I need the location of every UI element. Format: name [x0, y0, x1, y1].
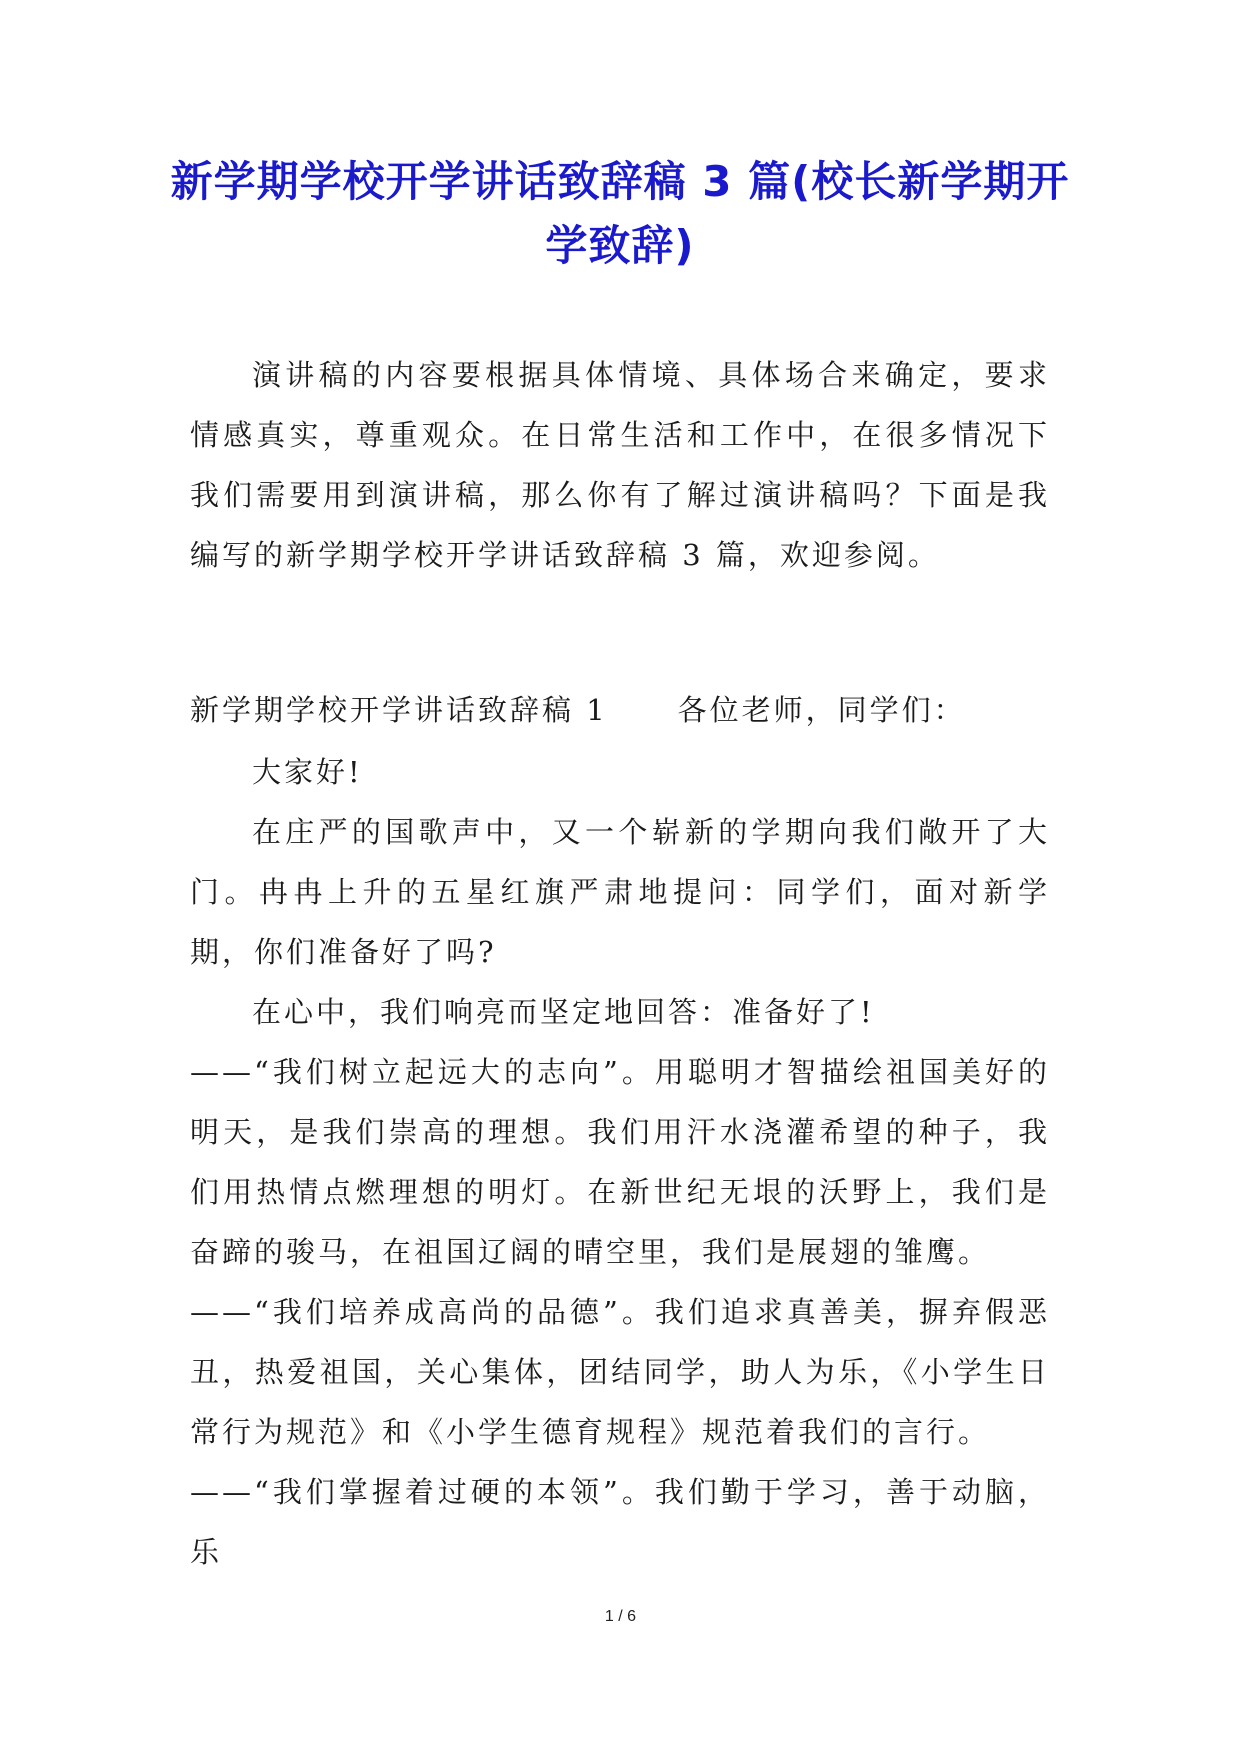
speech-body	[190, 680, 1050, 1582]
paragraph: ——“我们培养成高尚的品德”。我们追求真善美，摒弃假恶丑，热爱祖国，关心集体，团结同学，助人为乐，《小学生日常行为规范》和《小学生德育规程》规范着我们的言行。	[190, 1295, 1050, 1449]
salutation: 各位老师，同学们：	[677, 693, 966, 727]
section-heading-line	[190, 680, 1050, 740]
paragraph: ——“我们树立起远大的志向”。用聪明才智描绘祖国美好的明天，是我们崇高的理想。我们用汗水浇灌希望的种子，我们用热情点燃理想的明灯。在新世纪无垠的沃野上，我们是奋蹄的骏马，在祖国辽阔的晴空里，我们是展翅的雏鹰。	[190, 1055, 1050, 1269]
paragraph: 大家好!	[252, 755, 363, 789]
paragraph: 在庄严的国歌声中，又一个崭新的学期向我们敞开了大门。冉冉上升的五星红旗严肃地提问：同学们，面对新学期，你们准备好了吗?	[190, 815, 1050, 969]
section-heading: 新学期学校开学讲话致辞稿 1	[190, 693, 608, 727]
paragraph: 在心中，我们响亮而坚定地回答：准备好了!	[252, 995, 875, 1029]
intro-paragraph: 演讲稿的内容要根据具体情境、具体场合来确定，要求情感真实，尊重观众。在日常生活和工作中，在很多情况下我们需要用到演讲稿，那么你有了解过演讲稿吗？下面是我编写的新学期学校开学讲话致辞稿 3 篇，欢迎参阅。	[190, 358, 1050, 572]
intro-block	[190, 345, 1050, 585]
document-title: 新学期学校开学讲话致辞稿 3 篇(校长新学期开学致辞)	[170, 157, 1070, 270]
page-number: 1 / 6	[604, 1608, 637, 1625]
paragraph: ——“我们掌握着过硬的本领”。我们勤于学习，善于动脑，乐	[190, 1475, 1050, 1569]
